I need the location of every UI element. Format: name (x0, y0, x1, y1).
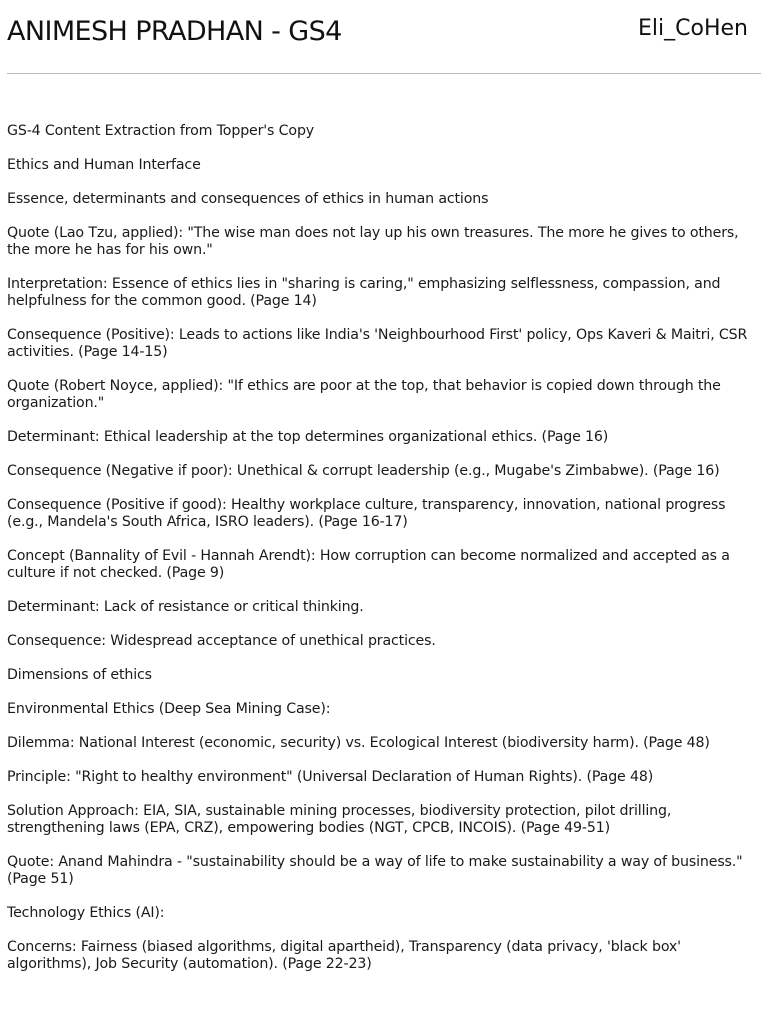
header-divider (7, 73, 761, 74)
paragraph: Dilemma: National Interest (economic, security) vs. Ecological Interest (biodiversity harm). (Page 48) (7, 735, 710, 751)
author-name: Eli_CoHen (638, 16, 748, 41)
paragraph: Concept (Bannality of Evil - Hannah Arendt): How corruption can become normalized and accepted as a culture if not checked. (Page 9) (7, 548, 730, 581)
paragraph: Determinant: Lack of resistance or critical thinking. (7, 599, 364, 615)
paragraph-case-title: Environmental Ethics (Deep Sea Mining Case): (7, 701, 331, 717)
paragraph-heading: GS-4 Content Extraction from Topper's Copy (7, 123, 315, 139)
document-body (7, 123, 757, 990)
paragraph-topic: Essence, determinants and consequences of ethics in human actions (7, 191, 489, 207)
paragraph: Concerns: Fairness (biased algorithms, digital apartheid), Transparency (data privacy, 'black box' algorithms), Job Security (automation). (Page 22-23) (7, 939, 681, 972)
paragraph: Consequence (Positive if good): Healthy workplace culture, transparency, innovation, national progress (e.g., Mandela's South Africa, ISRO leaders). (Page 16-17) (7, 497, 726, 530)
paragraph-section-title: Ethics and Human Interface (7, 157, 201, 173)
paragraph: Determinant: Ethical leadership at the top determines organizational ethics. (Page 16) (7, 429, 609, 445)
paragraph: Consequence (Negative if poor): Unethical & corrupt leadership (e.g., Mugabe's Zimbabwe). (Page 16) (7, 463, 720, 479)
paragraph: Interpretation: Essence of ethics lies in "sharing is caring," emphasizing selflessness, compassion, and helpfulness for the common good. (Page 14) (7, 276, 721, 309)
paragraph: Quote: Anand Mahindra - "sustainability should be a way of life to make sustainability a way of business." (Page 51) (7, 854, 743, 887)
paragraph: Consequence: Widespread acceptance of unethical practices. (7, 633, 436, 649)
paragraph-subsection-title: Dimensions of ethics (7, 667, 152, 683)
document-header (0, 0, 768, 74)
paragraph: Consequence (Positive): Leads to actions like India's 'Neighbourhood First' policy, Ops Kaveri & Maitri, CSR activities. (Page 14-15) (7, 327, 748, 360)
paragraph: Quote (Robert Noyce, applied): "If ethics are poor at the top, that behavior is copied down through the organization." (7, 378, 721, 411)
paragraph-case-title: Technology Ethics (AI): (7, 905, 165, 921)
paragraph: Solution Approach: EIA, SIA, sustainable mining processes, biodiversity protection, pilot drilling, strengthening laws (EPA, CRZ), empowering bodies (NGT, CPCB, INCOIS). (Page 49-51) (7, 803, 672, 836)
paragraph: Principle: "Right to healthy environment" (Universal Declaration of Human Rights). (Page 48) (7, 769, 654, 785)
paragraph: Quote (Lao Tzu, applied): "The wise man does not lay up his own treasures. The more he gives to others, the more he has for his own." (7, 225, 739, 258)
document-title: ANIMESH PRADHAN - GS4 (7, 16, 342, 47)
